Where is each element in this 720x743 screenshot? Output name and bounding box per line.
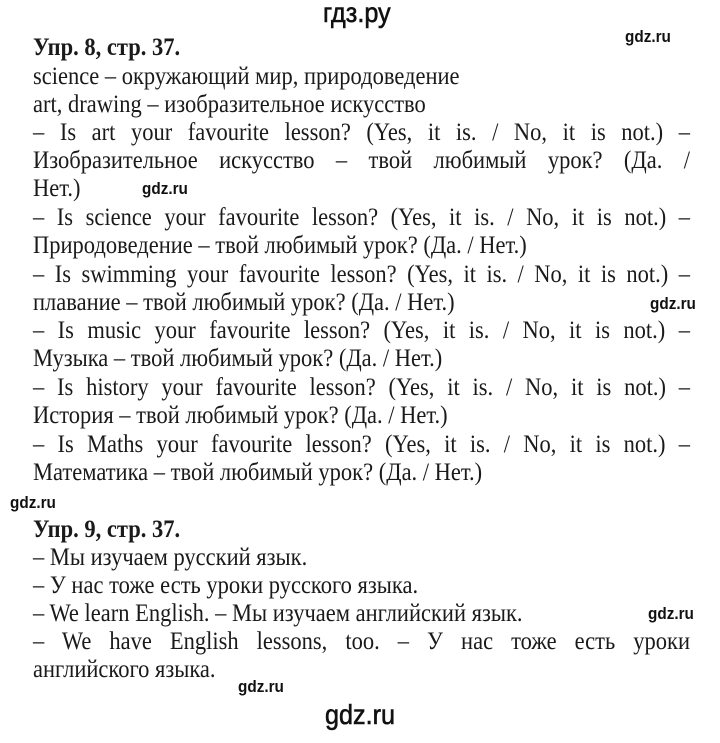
text-line: История – твой любимый урок? (Да. / Нет.) — [33, 402, 448, 429]
exercise-8-heading: Упр. 8, стр. 37. — [33, 34, 181, 61]
watermark-gdz-footer: gdz.ru — [325, 699, 396, 730]
watermark-gdz: gdz.ru — [648, 604, 694, 623]
text-line: – Is history your favourite lesson? (Yes, it is. / No, it is not.) – — [33, 374, 690, 401]
text-line: Природоведение – твой любимый урок? (Да. / Нет.) — [33, 232, 527, 259]
watermark-gdz: gdz.ru — [142, 179, 188, 198]
text-line: – Is Maths your favourite lesson? (Yes, it is. / No, it is not.) – — [33, 431, 690, 458]
text-line: – Is swimming your favourite lesson? (Yes, it is. / No, it is not.) – — [33, 261, 690, 288]
text-line: Нет.) — [33, 175, 81, 202]
site-title: гдз.ру — [323, 0, 391, 28]
text-line: Математика – твой любимый урок? (Да. / Нет.) — [33, 459, 483, 486]
text-line: Изобразительное искусство – твой любимый урок? (Да. / — [33, 147, 690, 174]
watermark-gdz: gdz.ru — [238, 677, 284, 696]
text-line: – Is art your favourite lesson? (Yes, it is. / No, it is not.) – — [33, 119, 690, 146]
text-line: science – окружающий мир, природоведение — [33, 63, 460, 90]
text-line: – У нас тоже есть уроки русского языка. — [33, 572, 419, 599]
text-line: – Мы изучаем русский язык. — [33, 544, 308, 571]
text-line: – Is music your favourite lesson? (Yes, it is. / No, it is not.) – — [33, 317, 690, 344]
text-line: – We have English lessons, too. – У нас тоже есть уроки — [33, 628, 690, 655]
text-line: art, drawing – изобразительное искусство — [33, 91, 426, 118]
text-line: английского языка. — [33, 656, 216, 683]
text-line: Музыка – твой любимый урок? (Да. / Нет.) — [33, 345, 443, 372]
text-line: – We learn English. – Мы изучаем английский язык. — [33, 600, 523, 627]
watermark-gdz: gdz.ru — [650, 294, 696, 313]
watermark-gdz: gdz.ru — [10, 493, 56, 512]
text-line: плавание – твой любимый урок? (Да. / Нет.) — [33, 289, 455, 316]
watermark-gdz: gdz.ru — [625, 27, 671, 46]
text-line: – Is science your favourite lesson? (Yes, it is. / No, it is not.) – — [33, 204, 690, 231]
exercise-9-heading: Упр. 9, стр. 37. — [33, 516, 181, 543]
